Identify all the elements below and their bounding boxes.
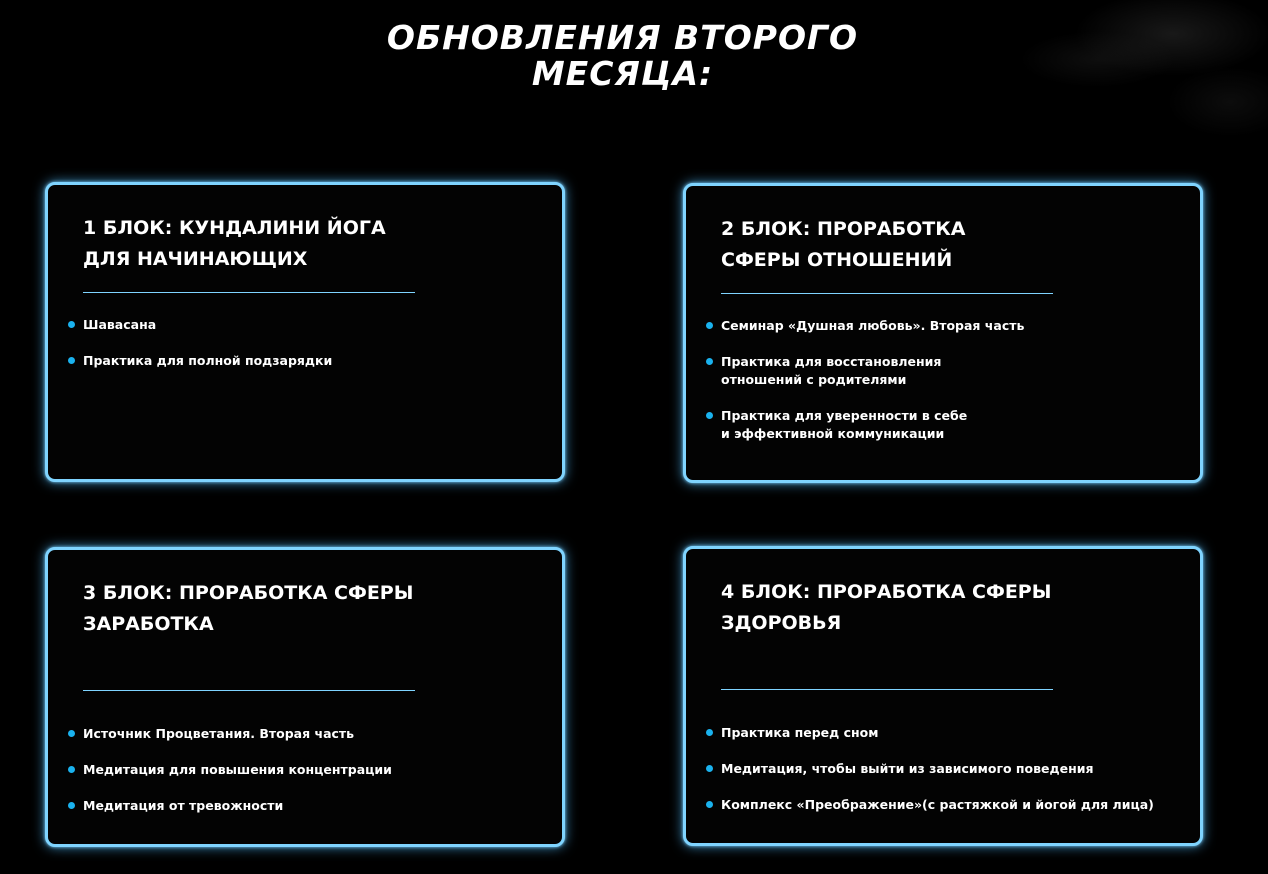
block-card-4: [683, 546, 1203, 846]
bullet-dot-icon: [706, 801, 713, 808]
list-item-line: Источник Процветания. Вторая часть: [83, 726, 355, 741]
block-title: [721, 214, 1121, 276]
list-item-line: Практика для полной подзарядки: [83, 353, 333, 368]
block-title-line: 2 БЛОК: ПРОРАБОТКА: [721, 218, 966, 240]
block-title-line: ЗАРАБОТКА: [83, 613, 214, 635]
list-item: [68, 797, 392, 815]
bullet-dot-icon: [68, 766, 75, 773]
block-card-2: [683, 183, 1203, 483]
block-divider: [83, 690, 415, 691]
bullet-dot-icon: [68, 730, 75, 737]
list-item-line: и эффективной коммуникации: [721, 426, 945, 441]
bullet-dot-icon: [68, 357, 75, 364]
list-item-line: Практика для уверенности в себе: [721, 408, 968, 423]
list-item: [68, 316, 332, 334]
block-divider: [83, 292, 415, 293]
list-item-line: Шавасана: [83, 317, 157, 332]
block-title-line: ДЛЯ НАЧИНАЮЩИХ: [83, 248, 308, 270]
list-item-line: Практика для восстановления: [721, 354, 942, 369]
block-title: [83, 578, 483, 640]
block-item-list: [68, 316, 332, 388]
list-item-line: отношений с родителями: [721, 372, 907, 387]
block-divider: [721, 689, 1053, 690]
bullet-dot-icon: [706, 765, 713, 772]
page-title-line: МЕСЯЦА:: [531, 54, 714, 93]
list-item-line: Практика перед сном: [721, 725, 879, 740]
list-item: [706, 796, 1154, 814]
list-item-line: Комплекс «Преображение»(с растяжкой и йогой для лица): [721, 797, 1154, 812]
block-divider: [721, 293, 1053, 294]
list-item: [68, 725, 392, 743]
bullet-dot-icon: [706, 358, 713, 365]
list-item-text: [721, 796, 1154, 814]
list-item-text: [721, 317, 1024, 335]
list-item: [706, 407, 1024, 443]
list-item-text: [721, 353, 1024, 389]
bullet-dot-icon: [706, 412, 713, 419]
list-item-text: [83, 352, 332, 370]
block-title-line: СФЕРЫ ОТНОШЕНИЙ: [721, 249, 953, 271]
list-item-text: [83, 761, 392, 779]
list-item-text: [83, 725, 392, 743]
block-card-1: [45, 182, 565, 482]
list-item-line: Медитация, чтобы выйти из зависимого поведения: [721, 761, 1094, 776]
block-item-list: [68, 725, 392, 833]
block-title: [83, 213, 483, 275]
list-item-text: [83, 797, 392, 815]
list-item: [706, 760, 1154, 778]
block-title: [721, 577, 1121, 639]
list-item-line: Семинар «Душная любовь». Вторая часть: [721, 318, 1025, 333]
list-item-text: [83, 316, 332, 334]
list-item: [706, 353, 1024, 389]
list-item-text: [721, 407, 1024, 443]
list-item: [68, 352, 332, 370]
block-title-line: 1 БЛОК: КУНДАЛИНИ ЙОГА: [83, 217, 386, 239]
list-item-text: [721, 724, 1154, 742]
page-title: [0, 20, 1245, 92]
block-title-line: ЗДОРОВЬЯ: [721, 612, 842, 634]
block-item-list: [706, 724, 1154, 832]
block-item-list: [706, 317, 1024, 461]
list-item-line: Медитация от тревожности: [83, 798, 284, 813]
list-item: [706, 317, 1024, 335]
list-item-text: [721, 760, 1154, 778]
list-item-line: Медитация для повышения концентрации: [83, 762, 392, 777]
page-title-line: ОБНОВЛЕНИЯ ВТОРОГО: [386, 18, 859, 57]
list-item: [706, 724, 1154, 742]
block-title-line: 3 БЛОК: ПРОРАБОТКА СФЕРЫ: [83, 582, 414, 604]
bullet-dot-icon: [706, 322, 713, 329]
block-title-line: 4 БЛОК: ПРОРАБОТКА СФЕРЫ: [721, 581, 1052, 603]
bullet-dot-icon: [706, 729, 713, 736]
block-card-3: [45, 547, 565, 847]
bullet-dot-icon: [68, 321, 75, 328]
list-item: [68, 761, 392, 779]
bullet-dot-icon: [68, 802, 75, 809]
